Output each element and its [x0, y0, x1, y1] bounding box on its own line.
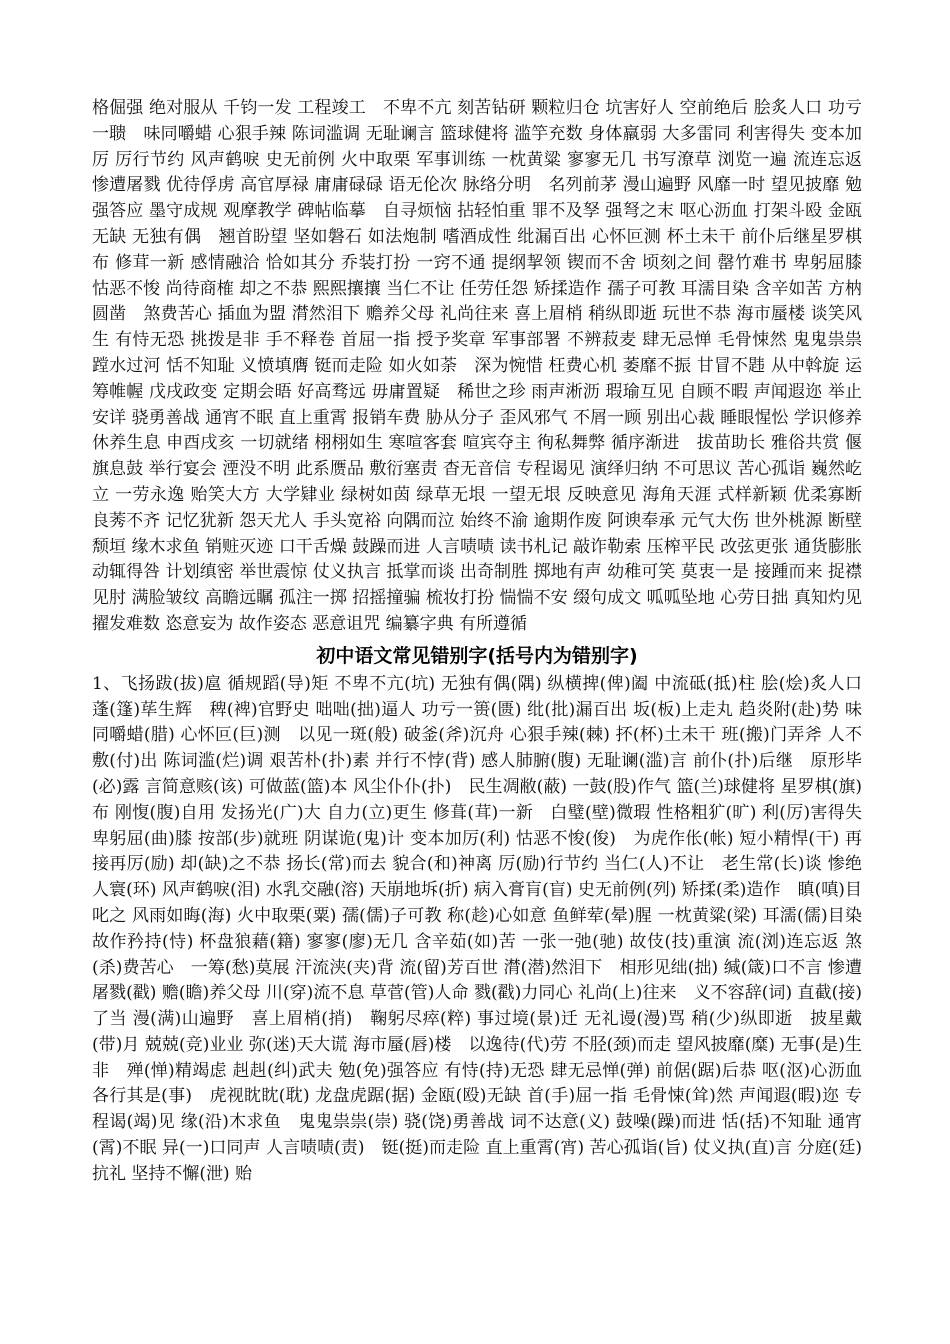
document-body — [92, 96, 879, 1188]
typo-list-paragraph: 1、飞扬跋(拔)扈 循规蹈(导)矩 不卑不亢(坑) 无独有偶(隅) 纵横捭(俾)阖 中流砥(抵)柱 脍(烩)炙人口 蓬(篷)荜生辉 稗(裨)官野史 咄咄(拙)逼人 功亏一篑(匮) 纰(批)漏百出 坂(板)上走丸 趋炎附(赴)势 味同嚼蜡(腊) 心怀叵(巨)测 以见一斑(般) 破釜(斧)沉舟 心狠手辣(棘) 抔(杯)土未干 班(搬)门弄斧 人不敷(付)出 陈词滥(烂)调 艰苦朴(扑)素 并行不悖(背) 感人肺腑(腹) 无耻谰(滥)言 前仆(扑)后继 原形毕(必)露 言简意赅(该) 可做蓝(篮)本 风尘仆仆(扑) 民生凋敝(蔽) 一鼓(股)作气 篮(兰)球健将 星罗棋(旗)布 刚愎(腹)自用 发扬光(广)大 自力(立)更生 修葺(茸)一新 白璧(壁)微瑕 性格粗犷(旷) 利(厉)害得失 卑躬屈(曲)膝 按部(步)就班 阴谋诡(鬼)计 变本加厉(利) 怙恶不悛(俊) 为虎作伥(帐) 短小精悍(干) 再接再厉(励) 却(缺)之不恭 扬长(常)而去 貌合(和)神离 厉(励)行节约 当仁(人)不让 老生常(长)谈 惨绝人寰(环) 风声鹤唳(泪) 水乳交融(溶) 天崩地坼(折) 病入膏肓(盲) 史无前例(列) 矫揉(柔)造作 瞋(嗔)目叱之 风雨如晦(海) 火中取栗(粟) 孺(儒)子可教 称(趁)心如意 鱼鲜荤(晕)腥 一枕黄粱(梁) 耳濡(儒)目染 故作矜持(恃) 杯盘狼藉(籍) 寥寥(廖)无几 含辛茹(如)苦 一张一弛(驰) 故伎(技)重演 流(浏)连忘返 煞(杀)费苦心 一筹(愁)莫展 汗流浃(夹)背 流(留)芳百世 潸(潜)然泪下 相形见绌(拙) 缄(箴)口不言 惨遭屠戮(戳) 赡(瞻)养父母 川(穿)流不息 草菅(管)人命 戮(戳)力同心 礼尚(上)往来 义不容辞(词) 直截(接)了当 漫(满)山遍野 喜上眉梢(捎) 鞠躬尽瘁(粹) 事过境(景)迁 无礼谩(漫)骂 稍(少)纵即逝 披星戴(带)月 兢兢(竞)业业 弥(迷)天大谎 海市蜃(唇)楼 以逸待(代)劳 不胫(颈)而走 望风披靡(糜) 无事(是)生非 殚(惮)精竭虑 赳赳(纠)武夫 勉(免)强答应 有恃(持)无恐 肆无忌惮(弹) 前倨(踞)后恭 呕(沤)心沥血 各行其是(事) 虎视眈眈(耽) 龙盘虎踞(据) 金瓯(殴)无缺 首(手)屈一指 毛骨悚(耸)然 声闻遐(暇)迩 专程谒(竭)见 缘(沿)木求鱼 鬼鬼祟祟(崇) 骁(饶)勇善战 词不达意(义) 鼓噪(躁)而进 恬(括)不知耻 通宵(霄)不眠 异(一)口同声 人言啧啧(责) 铤(挺)而走险 直上重霄(宵) 苦心孤诣(旨) 仗义执(直)言 分庭(廷)抗礼 坚持不懈(泄) 贻 — [92, 673, 879, 1184]
section-heading: 初中语文常见错别字(括号内为错别字) — [316, 644, 638, 667]
idiom-list-paragraph: 格倔强 绝对服从 千钧一发 工程竣工 不卑不亢 刻苦钻研 颗粒归仓 坑害好人 空前绝后 脍炙人口 功亏一聩 味同嚼蜡 心狠手辣 陈词滥调 无耻谰言 篮球健将 滥竽充数 身体羸弱 大多雷同 利害得失 变本加厉 厉行节约 风声鹤唳 史无前例 火中取栗 军事训练 一枕黄粱 寥寥无几 书写潦草 浏览一遍 流连忘返 惨遭屠戮 优待俘虏 高官厚禄 庸庸碌碌 语无伦次 脉络分明 名列前茅 漫山遍野 风靡一时 望见披靡 勉强答应 墨守成规 观摩教学 碑帖临摹 自寻烦恼 拈轻怕重 罪不及孥 强弩之末 呕心沥血 打架斗殴 金瓯无缺 无独有偶 翘首盼望 坚如磐石 如法炮制 嗜酒成性 纰漏百出 心怀叵测 杯土未干 前仆后继星罗棋布 修茸一新 感情融洽 恰如其分 乔装打扮 一窍不通 提纲挈领 锲而不舍 顷刻之间 罄竹难书 卑躬屈膝 怙恶不悛 尚待商榷 却之不恭 熙熙攘攘 当仁不让 任劳任怨 矫揉造作 孺子可教 耳濡目染 含辛如苦 方枘圆凿 煞费苦心 插血为盟 潸然泪下 赡养父母 礼尚往来 喜上眉梢 稍纵即逝 玩世不恭 海市蜃楼 谈笑风生 有恃无恐 挑拨是非 手不释卷 首屈一指 授予奖章 军事部署 不辨菽麦 肆无忌惮 毛骨悚然 鬼鬼祟祟 蹚水过河 恬不知耻 义愤填膺 铤而走险 如火如荼 深为惋惜 枉费心机 萎靡不振 甘冒不韪 从中斡旋 运筹帷幄 戊戌政变 定期会晤 好高骛远 毋庸置疑 稀世之珍 雨声淅沥 瑕瑜互见 自顾不暇 声闻遐迩 举止安详 骁勇善战 通宵不眠 直上重霄 报销车费 胁从分子 歪风邪气 不屑一顾 别出心裁 睡眼惺忪 学识修养 休养生息 申酉戌亥 一切就绪 栩栩如生 寒喧客套 喧宾夺主 徇私舞弊 循序渐进 拔苗助长 雅俗共赏 偃旗息鼓 举行宴会 湮没不明 此系赝品 敷衍塞责 杳无音信 专程谒见 演绎归纳 不可思议 苦心孤诣 巍然屹立 一劳永逸 贻笑大方 大学肄业 绿树如茵 绿草无垠 一望无垠 反映意见 海角天涯 式样新颖 优柔寡断 良莠不齐 记忆犹新 怨天尤人 手头宽裕 向隅而泣 始终不渝 逾期作废 阿谀奉承 元气大伤 世外桃源 断壁颓垣 缘木求鱼 销赃灭迹 口干舌燥 鼓躁而进 人言啧啧 读书札记 敲诈勒索 压榨平民 改弦更张 通货膨胀 动辄得咎 计划缜密 举世震惊 仗义执言 抵掌而谈 出奇制胜 掷地有声 幼稚可笑 莫衷一是 接踵而来 捉襟见肘 满脸皱纹 高瞻远瞩 孤注一掷 招摇撞骗 梳妆打扮 惴惴不安 缀句成文 呱呱坠地 心劳日拙 真知灼见 擢发难数 恣意妄为 故作姿态 恶意诅咒 编纂字典 有所遵循 — [92, 98, 879, 634]
